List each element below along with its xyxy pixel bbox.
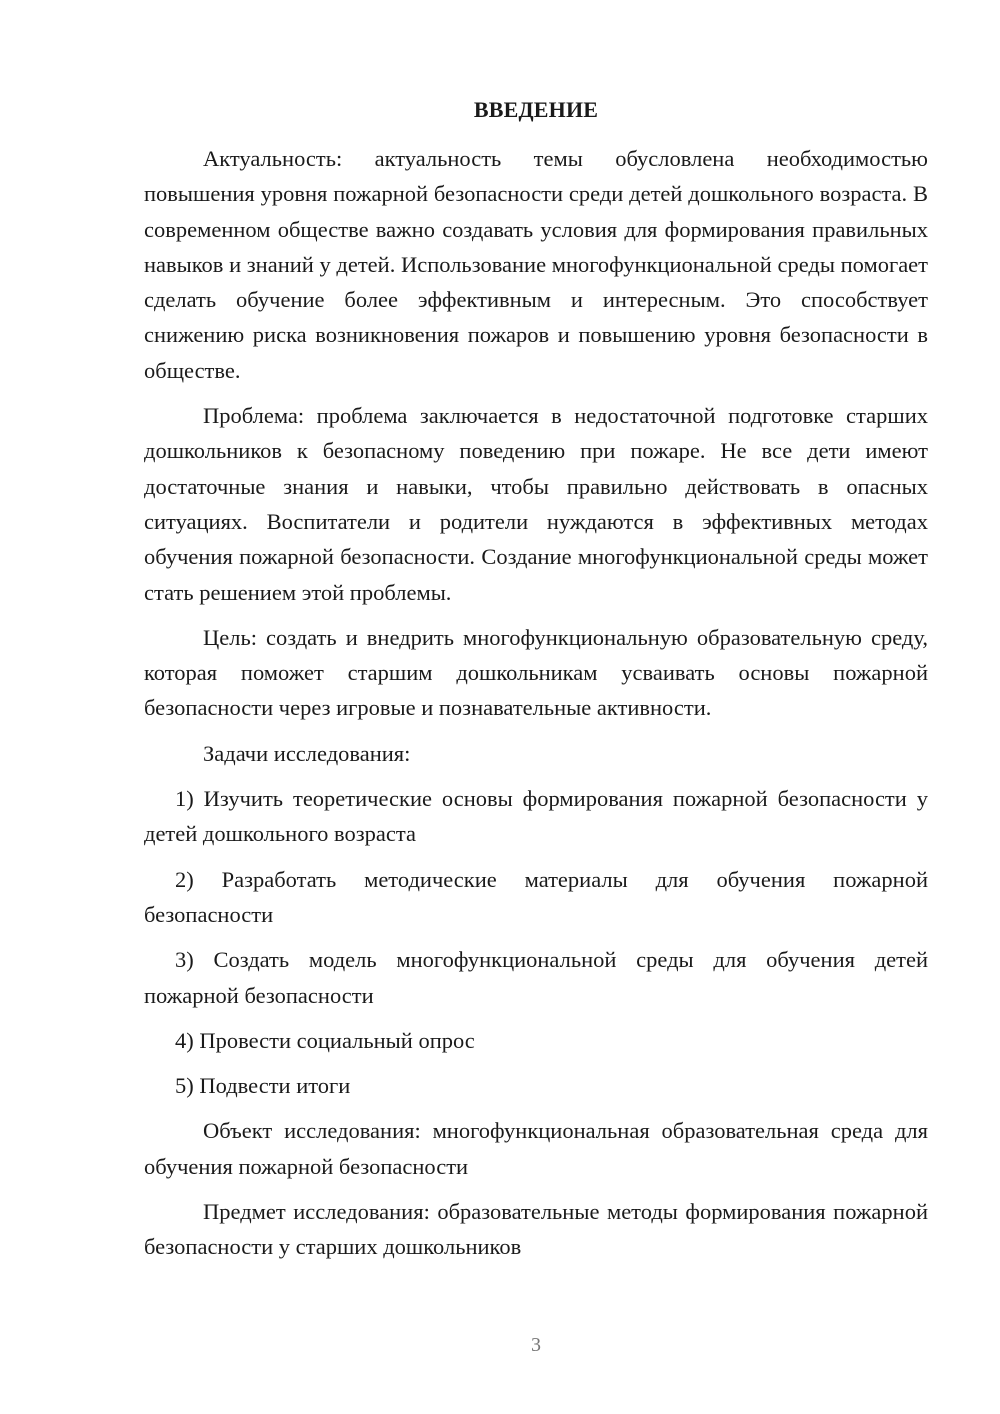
- list-item: 1) Изучить теоретические основы формирования пожарной безопасности у детей дошкольного возраста: [144, 786, 928, 847]
- tasks-label: Задачи исследования:: [203, 740, 411, 766]
- page-title: ВВЕДЕНИЕ: [473, 97, 599, 122]
- relevance-paragraph: Актуальность: актуальность темы обусловлена необходимостью повышения уровня пожарной безопасности среди детей дошкольного возраста. В современном обществе важно создавать условия для формирования правильных навыков и знаний у детей. Использование многофункциональной среды помогает сделать обучение более эффективным и интересным. Это способствует снижению риска возникновения пожаров и повышению уровня безопасности в обществе.: [144, 146, 928, 383]
- tasks-list: [144, 781, 928, 1103]
- list-item: 5) Подвести итоги: [175, 1073, 351, 1099]
- page-number: 3: [531, 1334, 541, 1356]
- goal-paragraph: Цель: создать и внедрить многофункциональную образовательную среду, которая поможет старшим дошкольникам усваивать основы пожарной безопасности через игровые и познавательные активности.: [144, 624, 928, 721]
- object-paragraph: Объект исследования: многофункциональная образовательная среда для обучения пожарной безопасности: [144, 1118, 928, 1179]
- list-item: 3) Создать модель многофункциональной среды для обучения детей пожарной безопасности: [144, 947, 928, 1008]
- list-item: 4) Провести социальный опрос: [175, 1027, 475, 1053]
- subject-paragraph: Предмет исследования: образовательные методы формирования пожарной безопасности у старших дошкольников: [144, 1199, 928, 1260]
- document-page: [144, 92, 928, 1275]
- problem-paragraph: Проблема: проблема заключается в недостаточной подготовке старших дошкольников к безопасному поведению при пожаре. Не все дети имеют достаточные знания и навыки, чтобы правильно действовать в опасных ситуациях. Воспитатели и родители нуждаются в эффективных методах обучения пожарной безопасности. Создание многофункциональной среды может стать решением этой проблемы.: [144, 403, 928, 605]
- list-item: 2) Разработать методические материалы для обучения пожарной безопасности: [144, 866, 928, 927]
